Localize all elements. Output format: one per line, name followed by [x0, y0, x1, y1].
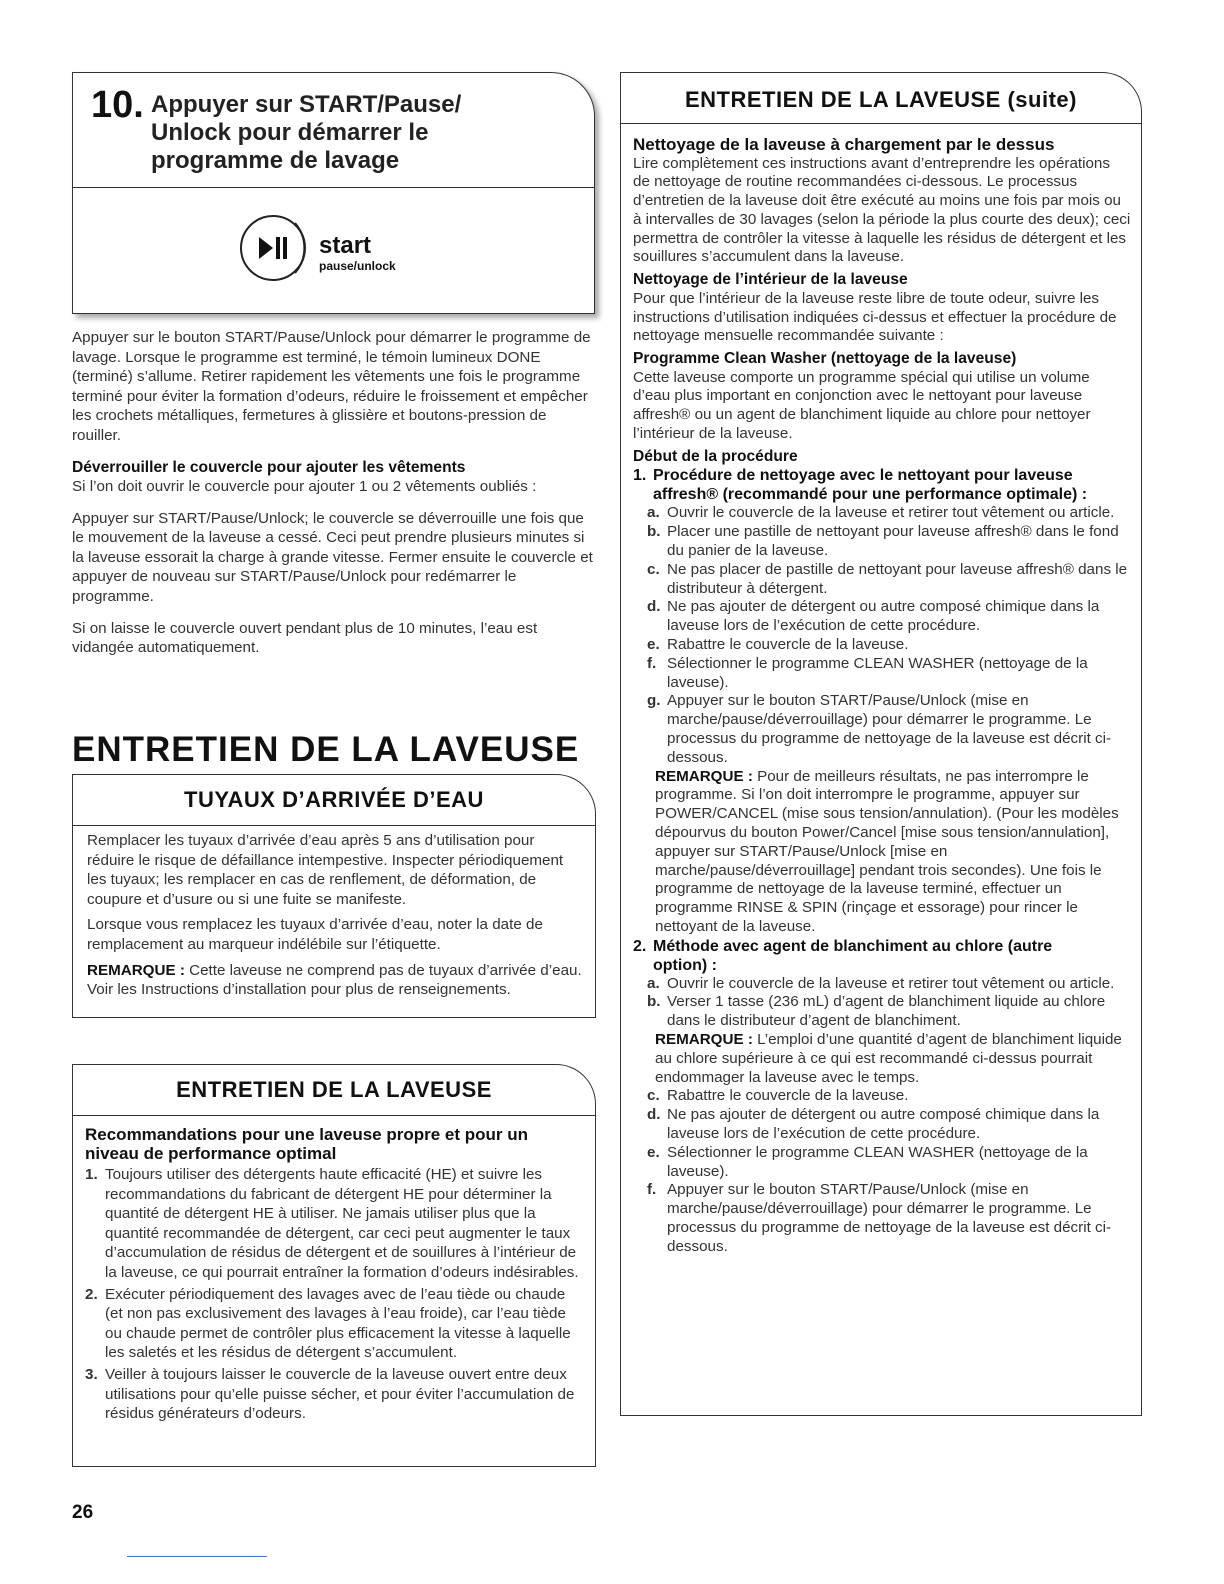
list-letter: g. [647, 692, 661, 710]
pause-unlock-label: pause/unlock [319, 259, 396, 273]
box-divider [621, 123, 1141, 124]
list-letter: c. [647, 1087, 660, 1105]
note-label: REMARQUE : [655, 767, 753, 785]
list-item [633, 1087, 1131, 1106]
heading-interior-cleaning: Nettoyage de l’intérieur de la laveuse [633, 271, 908, 289]
list-number: 2. [85, 1285, 98, 1303]
list-letter: f. [647, 1181, 657, 1199]
heading-top-load-cleaning: Nettoyage de la laveuse à chargement par le dessus [633, 135, 1055, 154]
pipes-paragraph-1: Remplacer les tuyaux d’arrivée d’eau après 5 ans d’utilisation pour réduire le risque de défaillance intempestive. Inspecter périodiquement les tuyaux; les remplacer en cas de renflement, de déformation, de coupure et d’usure ou si une fuite se manifeste. [87, 832, 564, 908]
list-item [633, 598, 1131, 636]
list-letter: d. [647, 1106, 661, 1124]
page-number: 26 [72, 1502, 94, 1523]
note-text: L’emploi d’une quantité d’agent de blanchiment liquide au chlore supérieure à ce qui est recommandé ci-dessus pourrait endommager la laveuse avec le temps. [655, 1031, 1122, 1086]
list-item [85, 1365, 581, 1424]
list-letter: e. [647, 1143, 660, 1161]
list-item [633, 1181, 1131, 1256]
washer-box-title: ENTRETIEN DE LA LAVEUSE [176, 1077, 492, 1102]
list-text: Ne pas ajouter de détergent ou autre composé chimique dans la laveuse lors de l’exécution de cette procédure. [667, 598, 1100, 635]
paragraph-interior-cleaning: Pour que l’intérieur de la laveuse reste libre de toute odeur, suivre les instructions d’utilisation indiquées ci-dessus et effectuer la procédure de nettoyage mensuelle recommandée suivante : [633, 289, 1117, 345]
procedure-2-steps-a-b [633, 975, 1131, 1031]
list-item [85, 1165, 581, 1283]
pipes-content [87, 831, 585, 1000]
procedure-number: 2. [633, 937, 647, 955]
list-item [633, 692, 1131, 767]
pause-bar-icon [276, 237, 280, 259]
list-number: 1. [85, 1166, 98, 1183]
list-item [633, 1106, 1131, 1144]
list-text: Placer une pastille de nettoyant pour laveuse affresh® dans le fond du panier de la laveuse. [667, 523, 1119, 559]
pipes-title: TUYAUX D’ARRIVÉE D’EAU [184, 787, 484, 812]
procedure-title-text: Méthode avec agent de blanchiment au chlore (autre option) : [653, 937, 1053, 974]
step-10-text [72, 328, 597, 658]
note-text: Pour de meilleurs résultats, ne pas interrompre le programme. Si l’on doit interrompre le programme, appuyer sur POWER/CANCEL (mise sous tension/annulation). (Pour les modèles dépourvus du bouton Power/Cancel [mise sous tension/annulation], appuyer sur START/Pause/Unlock [mise en marche/pause/déverrouillage] pendant trois secondes). Une fois le programme de nettoyage de la laveuse terminé, effectuer un programme RINSE & SPIN (rinçage et essorage) pour rincer le nettoyant de la laveuse. [655, 767, 1119, 935]
washer-heading: Recommandations pour une laveuse propre et pour un niveau de performance optimal [85, 1125, 529, 1163]
step-title: Appuyer sur START/Pause/ Unlock pour démarrer le programme de lavage [151, 91, 462, 174]
list-item [633, 975, 1131, 994]
list-item [633, 504, 1131, 523]
step-number: 10. [91, 84, 144, 126]
heading-clean-washer-program: Programme Clean Washer (nettoyage de la laveuse) [633, 350, 1017, 368]
list-item [633, 523, 1131, 561]
list-letter: d. [647, 598, 661, 616]
paragraph-top-load-cleaning: Lire complètement ces instructions avant d’entreprendre les opérations de nettoyage de routine recommandées ci-dessous. Le processus d’entretien de la laveuse doit être exécuté au moins une fois par mois ou à intervalles de 30 lavages (selon la période la plus courte des deux); ceci permettra de contrôler la vitesse à laquelle les résidus de détergent et les souillures s’accumulent dans la laveuse. [633, 154, 1131, 266]
list-text: Toujours utiliser des détergents haute efficacité (HE) et suivre les recommandations du fabricant de détergent HE pour déterminer la quantité de détergent HE à utiliser. Ne jamais utiliser plus que la quantité recommandée de détergent, car ceci peut augmenter le taux d’accumulation de résidus de détergent et de souillures à l’intérieur de la laveuse, ce qui pourrait entraîner la formation d’odeurs indésirables. [105, 1166, 579, 1281]
right-box-title: ENTRETIEN DE LA LAVEUSE (suite) [685, 87, 1077, 112]
right-content [633, 135, 1131, 1257]
note-text: Cette laveuse ne comprend pas de tuyaux d’arrivée d’eau. Voir les Instructions d’installation pour plus de renseignements. [87, 961, 582, 999]
list-text: Ouvrir le couvercle de la laveuse et retirer tout vêtement ou article. [667, 504, 1115, 522]
box-divider [73, 825, 595, 826]
start-pause-button-graphic [233, 213, 443, 283]
washer-recommendations-list [85, 1165, 581, 1424]
procedure-2-steps-c-f [633, 1087, 1131, 1256]
step-10-card [72, 72, 595, 314]
unlock-heading: Déverrouiller le couvercle pour ajouter les vêtements [72, 458, 466, 476]
list-item [633, 1144, 1131, 1182]
list-item [85, 1285, 581, 1363]
pipes-note [87, 961, 585, 1000]
start-label: start [319, 232, 372, 259]
list-letter: c. [647, 560, 660, 578]
section-title: ENTRETIEN DE LA LAVEUSE [72, 730, 580, 769]
list-text: Veiller à toujours laisser le couvercle de la laveuse ouvert entre deux utilisations pour qu’elle puisse sécher, et pour éviter l’accumulation de résidus générateurs d’odeurs. [105, 1365, 575, 1423]
list-text: Appuyer sur le bouton START/Pause/Unlock (mise en marche/pause/déverrouillage) pour démarrer le programme. Le processus du programme de nettoyage de la laveuse est décrit ci-dessous. [667, 1181, 1112, 1255]
washer-content [85, 1125, 581, 1424]
procedure-1-steps [633, 504, 1131, 767]
step-paragraph: Appuyer sur le bouton START/Pause/Unlock pour démarrer le programme de lavage. Lorsque le programme est terminé, le témoin lumineux DONE (terminé) s’allume. Retirer rapidement les vêtements une fois le programme terminé pour éviter la formation d’odeurs, réduire le froissement et empêcher les crochets métalliques, fermetures à glissière et boutons-pression de rouiller. [72, 329, 591, 444]
list-text: Sélectionner le programme CLEAN WASHER (nettoyage de la laveuse). [667, 1143, 1088, 1180]
procedure-1-note [633, 768, 1131, 937]
list-text: Rabattre le couvercle de la laveuse. [667, 635, 909, 653]
list-item [633, 561, 1131, 599]
washer-maintenance-continued-box [620, 72, 1142, 1416]
procedure-title-text: Procédure de nettoyage avec le nettoyant pour laveuse affresh® (recommandé pour une performance optimale) : [653, 467, 1088, 504]
list-item [633, 993, 1131, 1031]
note-label: REMARQUE : [87, 961, 185, 979]
list-letter: a. [647, 974, 660, 992]
list-item [633, 655, 1131, 693]
procedure-2-title [633, 937, 1131, 975]
procedure-number: 1. [633, 467, 647, 485]
pipes-paragraph-2: Lorsque vous remplacez les tuyaux d’arrivée d’eau, noter la date de remplacement au marqueur indélébile sur l’étiquette. [87, 916, 543, 953]
water-pipes-box [72, 774, 596, 1018]
paragraph-clean-washer-program: Cette laveuse comporte un programme spécial qui utilise un volume d’eau plus important en conjonction avec le nettoyant pour laveuse affresh® ou un agent de blanchiment liquide au chlore pour nettoyer l’intérieur de la laveuse. [633, 368, 1091, 443]
unlock-paragraph-1: Si l’on doit ouvrir le couvercle pour ajouter 1 ou 2 vêtements oubliés : [72, 478, 537, 496]
unlock-paragraph-2: Appuyer sur START/Pause/Unlock; le couvercle se déverrouille une fois que le mouvement de la laveuse a cessé. Ceci peut prendre plusieurs minutes si la laveuse essorait la charge à grande vitesse. Fermer ensuite le couvercle et appuyer de nouveau sur START/Pause/Unlock pour redémarrer le programme. [72, 509, 593, 606]
list-number: 3. [85, 1365, 98, 1383]
list-letter: b. [647, 523, 661, 541]
list-text: Verser 1 tasse (236 mL) d’agent de blanchiment liquide au chlore dans le distributeur d’agent de blanchiment. [667, 993, 1106, 1030]
footer-rule [127, 1556, 267, 1557]
list-text: Sélectionner le programme CLEAN WASHER (nettoyage de la laveuse). [667, 654, 1088, 691]
box-divider [73, 1115, 595, 1116]
list-text: Exécuter périodiquement des lavages avec de l’eau tiède ou chaude (et non pas exclusivement des lavages à l’eau froide), car l’eau tiède ou chaude permet de contrôler plus efficacement la vitesse à laquelle les saletés et les résidus de détergent s’accumulent. [105, 1285, 571, 1362]
pause-bar-icon [283, 237, 287, 259]
list-letter: b. [647, 993, 661, 1011]
list-text: Ouvrir le couvercle de la laveuse et retirer tout vêtement ou article. [667, 974, 1115, 992]
list-letter: a. [647, 504, 660, 522]
washer-maintenance-box [72, 1064, 596, 1467]
list-letter: e. [647, 635, 660, 653]
list-text: Ne pas placer de pastille de nettoyant pour laveuse affresh® dans le distributeur à détergent. [667, 560, 1128, 597]
list-item [633, 636, 1131, 655]
list-text: Rabattre le couvercle de la laveuse. [667, 1087, 909, 1105]
list-letter: f. [647, 654, 657, 672]
procedure-1-title [633, 466, 1131, 504]
list-text: Appuyer sur le bouton START/Pause/Unlock (mise en marche/pause/déverrouillage) pour démarrer le programme. Le processus du programme de nettoyage de la laveuse est décrit ci-dessous. [667, 692, 1112, 766]
note-label: REMARQUE : [655, 1031, 753, 1049]
list-text: Ne pas ajouter de détergent ou autre composé chimique dans la laveuse lors de l’exécution de cette procédure. [667, 1106, 1100, 1143]
unlock-paragraph-3: Si on laisse le couvercle ouvert pendant plus de 10 minutes, l’eau est vidangée automatiquement. [72, 619, 538, 657]
heading-procedure-start: Début de la procédure [633, 447, 798, 465]
procedure-2-note [633, 1031, 1131, 1087]
step-header [73, 73, 594, 188]
